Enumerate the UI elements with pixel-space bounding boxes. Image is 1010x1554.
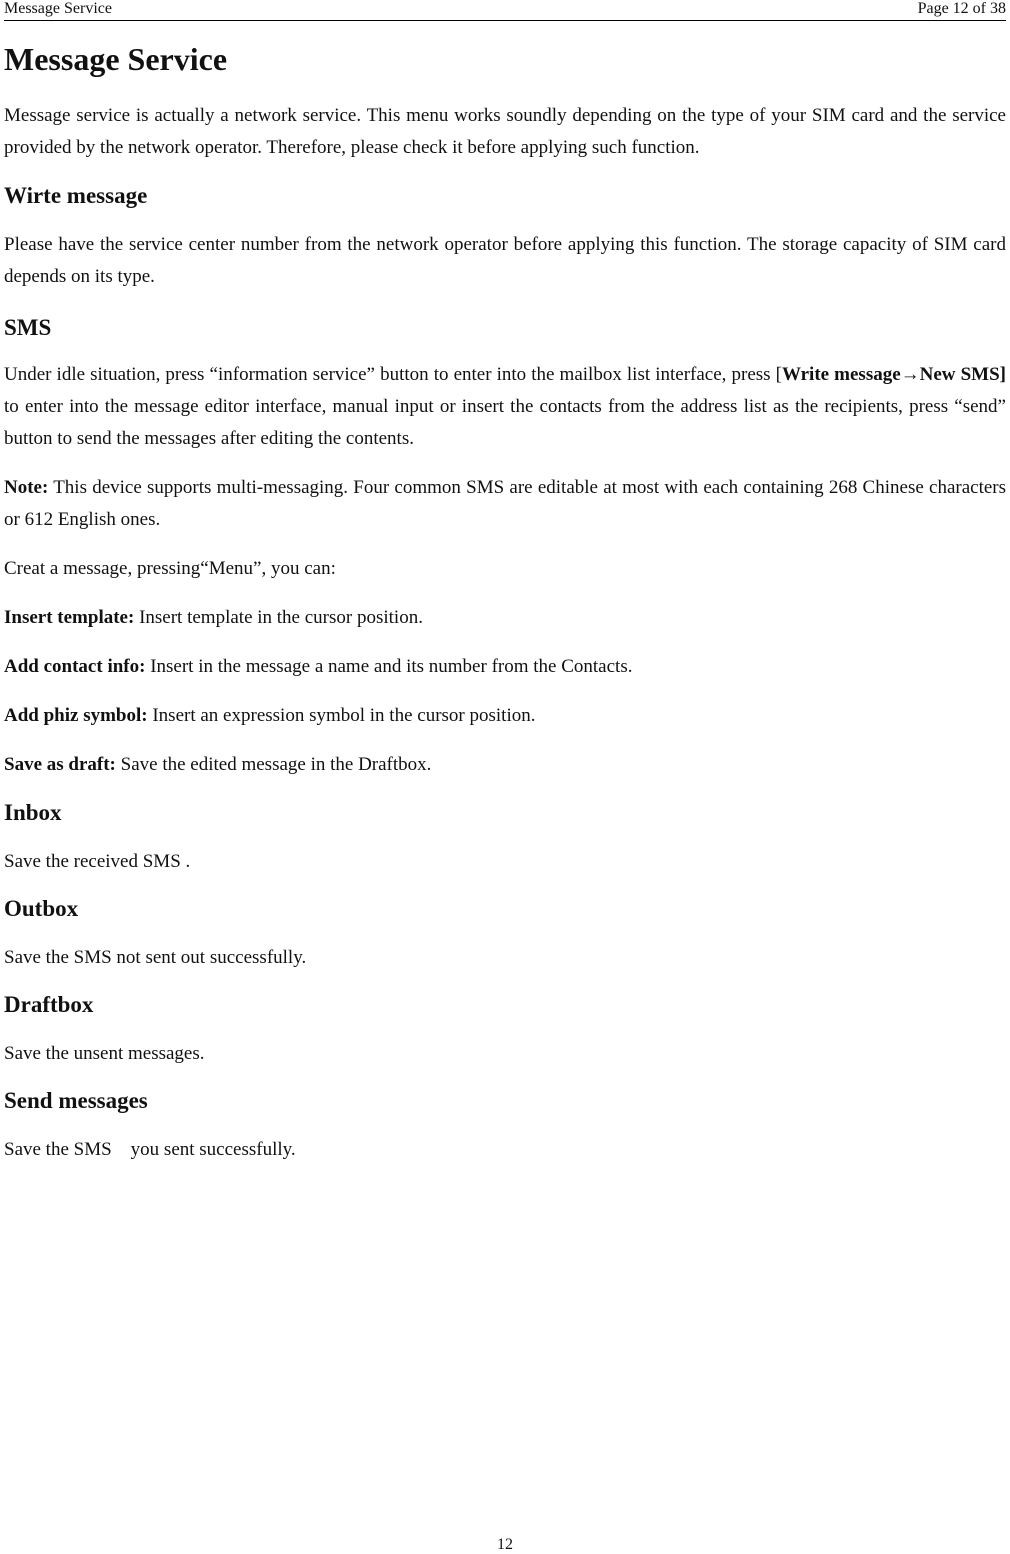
section-heading-sms: SMS <box>4 315 52 340</box>
note-paragraph <box>4 472 1006 536</box>
option-add-contact-info <box>4 651 1006 683</box>
sms-text-start: Under idle situation, press “information service” button to enter into the mailbox list interface, press [ <box>4 364 782 385</box>
creat-message-line: Creat a message, pressing“Menu”, you can: <box>4 558 336 579</box>
sms-text-end: to enter into the message editor interface, manual input or insert the contacts from the address list as the recipients, press “send” button to send the messages after editing the contents. <box>4 396 1006 449</box>
running-header <box>4 0 1006 21</box>
sms-menu-path: Write message→New SMS] <box>781 364 1006 385</box>
send-messages-paragraph: Save the SMS you sent successfully. <box>4 1139 296 1160</box>
option-text: Save the edited message in the Draftbox. <box>115 754 432 775</box>
option-text: Insert template in the cursor position. <box>134 607 423 628</box>
page-number: 12 <box>497 1536 513 1553</box>
header-page-indicator: Page 12 of 38 <box>917 0 1006 17</box>
section-heading-draftbox: Draftbox <box>4 992 94 1017</box>
option-label: Save as draft: <box>4 754 116 775</box>
header-doc-title: Message Service <box>4 0 112 17</box>
option-add-phiz-symbol <box>4 700 1006 732</box>
document-body <box>4 38 1006 1166</box>
write-message-paragraph: Please have the service center number from the network operator before applying this function. The storage capacity of SIM card depends on its type. <box>4 234 1006 287</box>
option-text: Insert in the message a name and its number from the Contacts. <box>145 656 633 677</box>
sms-paragraph <box>4 359 1006 455</box>
inbox-paragraph: Save the received SMS . <box>4 851 191 872</box>
option-save-as-draft <box>4 749 1006 781</box>
outbox-paragraph: Save the SMS not sent out successfully. <box>4 947 307 968</box>
option-label: Insert template: <box>4 607 135 628</box>
section-heading-send-messages: Send messages <box>4 1088 148 1113</box>
page-title: Message Service <box>4 41 228 77</box>
option-label: Add contact info: <box>4 656 146 677</box>
option-insert-template <box>4 602 1006 634</box>
option-label: Add phiz symbol: <box>4 705 148 726</box>
option-text: Insert an expression symbol in the cursor position. <box>147 705 536 726</box>
section-heading-write-message: Wirte message <box>4 183 148 208</box>
note-label: Note: <box>4 477 49 498</box>
draftbox-paragraph: Save the unsent messages. <box>4 1043 205 1064</box>
note-text: This device supports multi-messaging. Four common SMS are editable at most with each containing 268 Chinese characters or 612 English ones. <box>4 477 1006 530</box>
section-heading-outbox: Outbox <box>4 896 79 921</box>
section-heading-inbox: Inbox <box>4 800 62 825</box>
intro-paragraph: Message service is actually a network service. This menu works soundly depending on the type of your SIM card and the service provided by the network operator. Therefore, please check it before applying such function. <box>4 105 1006 158</box>
